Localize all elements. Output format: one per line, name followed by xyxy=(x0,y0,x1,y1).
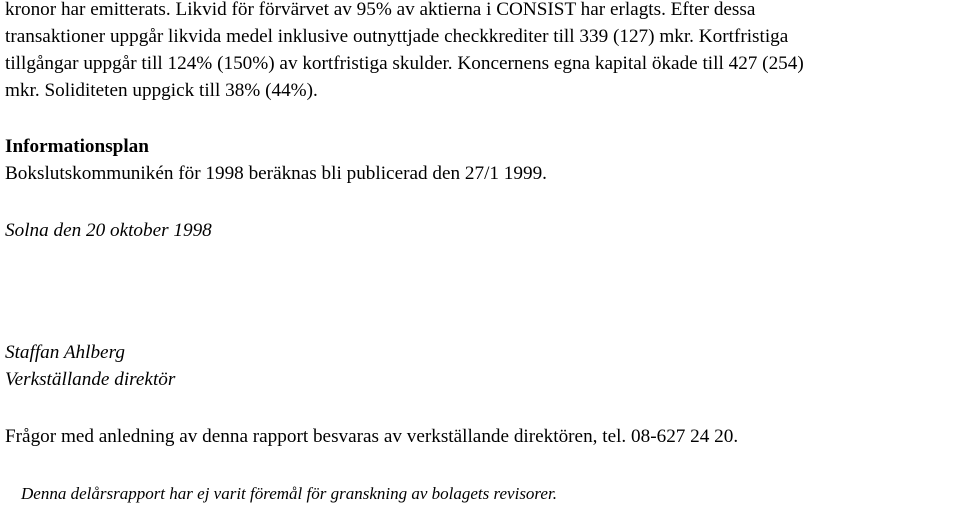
info-heading: Informationsplan xyxy=(5,136,149,157)
contact-text: Frågor med anledning av denna rapport besvaras av verkställande direktören, tel. 08-627 24 20. xyxy=(5,426,739,447)
signer-title: Verkställande direktör xyxy=(5,369,176,390)
signer-name: Staffan Ahlberg xyxy=(5,342,125,363)
paragraph-line-4: mkr. Soliditeten uppgick till 38% (44%). xyxy=(5,80,318,101)
info-text: Bokslutskommunikén för 1998 beräknas bli publicerad den 27/1 1999. xyxy=(5,163,547,184)
audit-note: Denna delårsrapport har ej varit föremål för granskning av bolagets revisorer. xyxy=(21,484,557,503)
paragraph-line-1: kronor har emitterats. Likvid för förvärvet av 95% av aktierna i CONSIST har erlagts. Efter dessa xyxy=(5,0,756,20)
paragraph-line-2: transaktioner uppgår likvida medel inklusive outnyttjade checkkrediter till 339 (127) mkr. Kortfristiga xyxy=(5,26,789,47)
paragraph-line-3: tillgångar uppgår till 124% (150%) av kortfristiga skulder. Koncernens egna kapital ökade till 427 (254) xyxy=(5,53,804,74)
place-date: Solna den 20 oktober 1998 xyxy=(5,220,212,241)
